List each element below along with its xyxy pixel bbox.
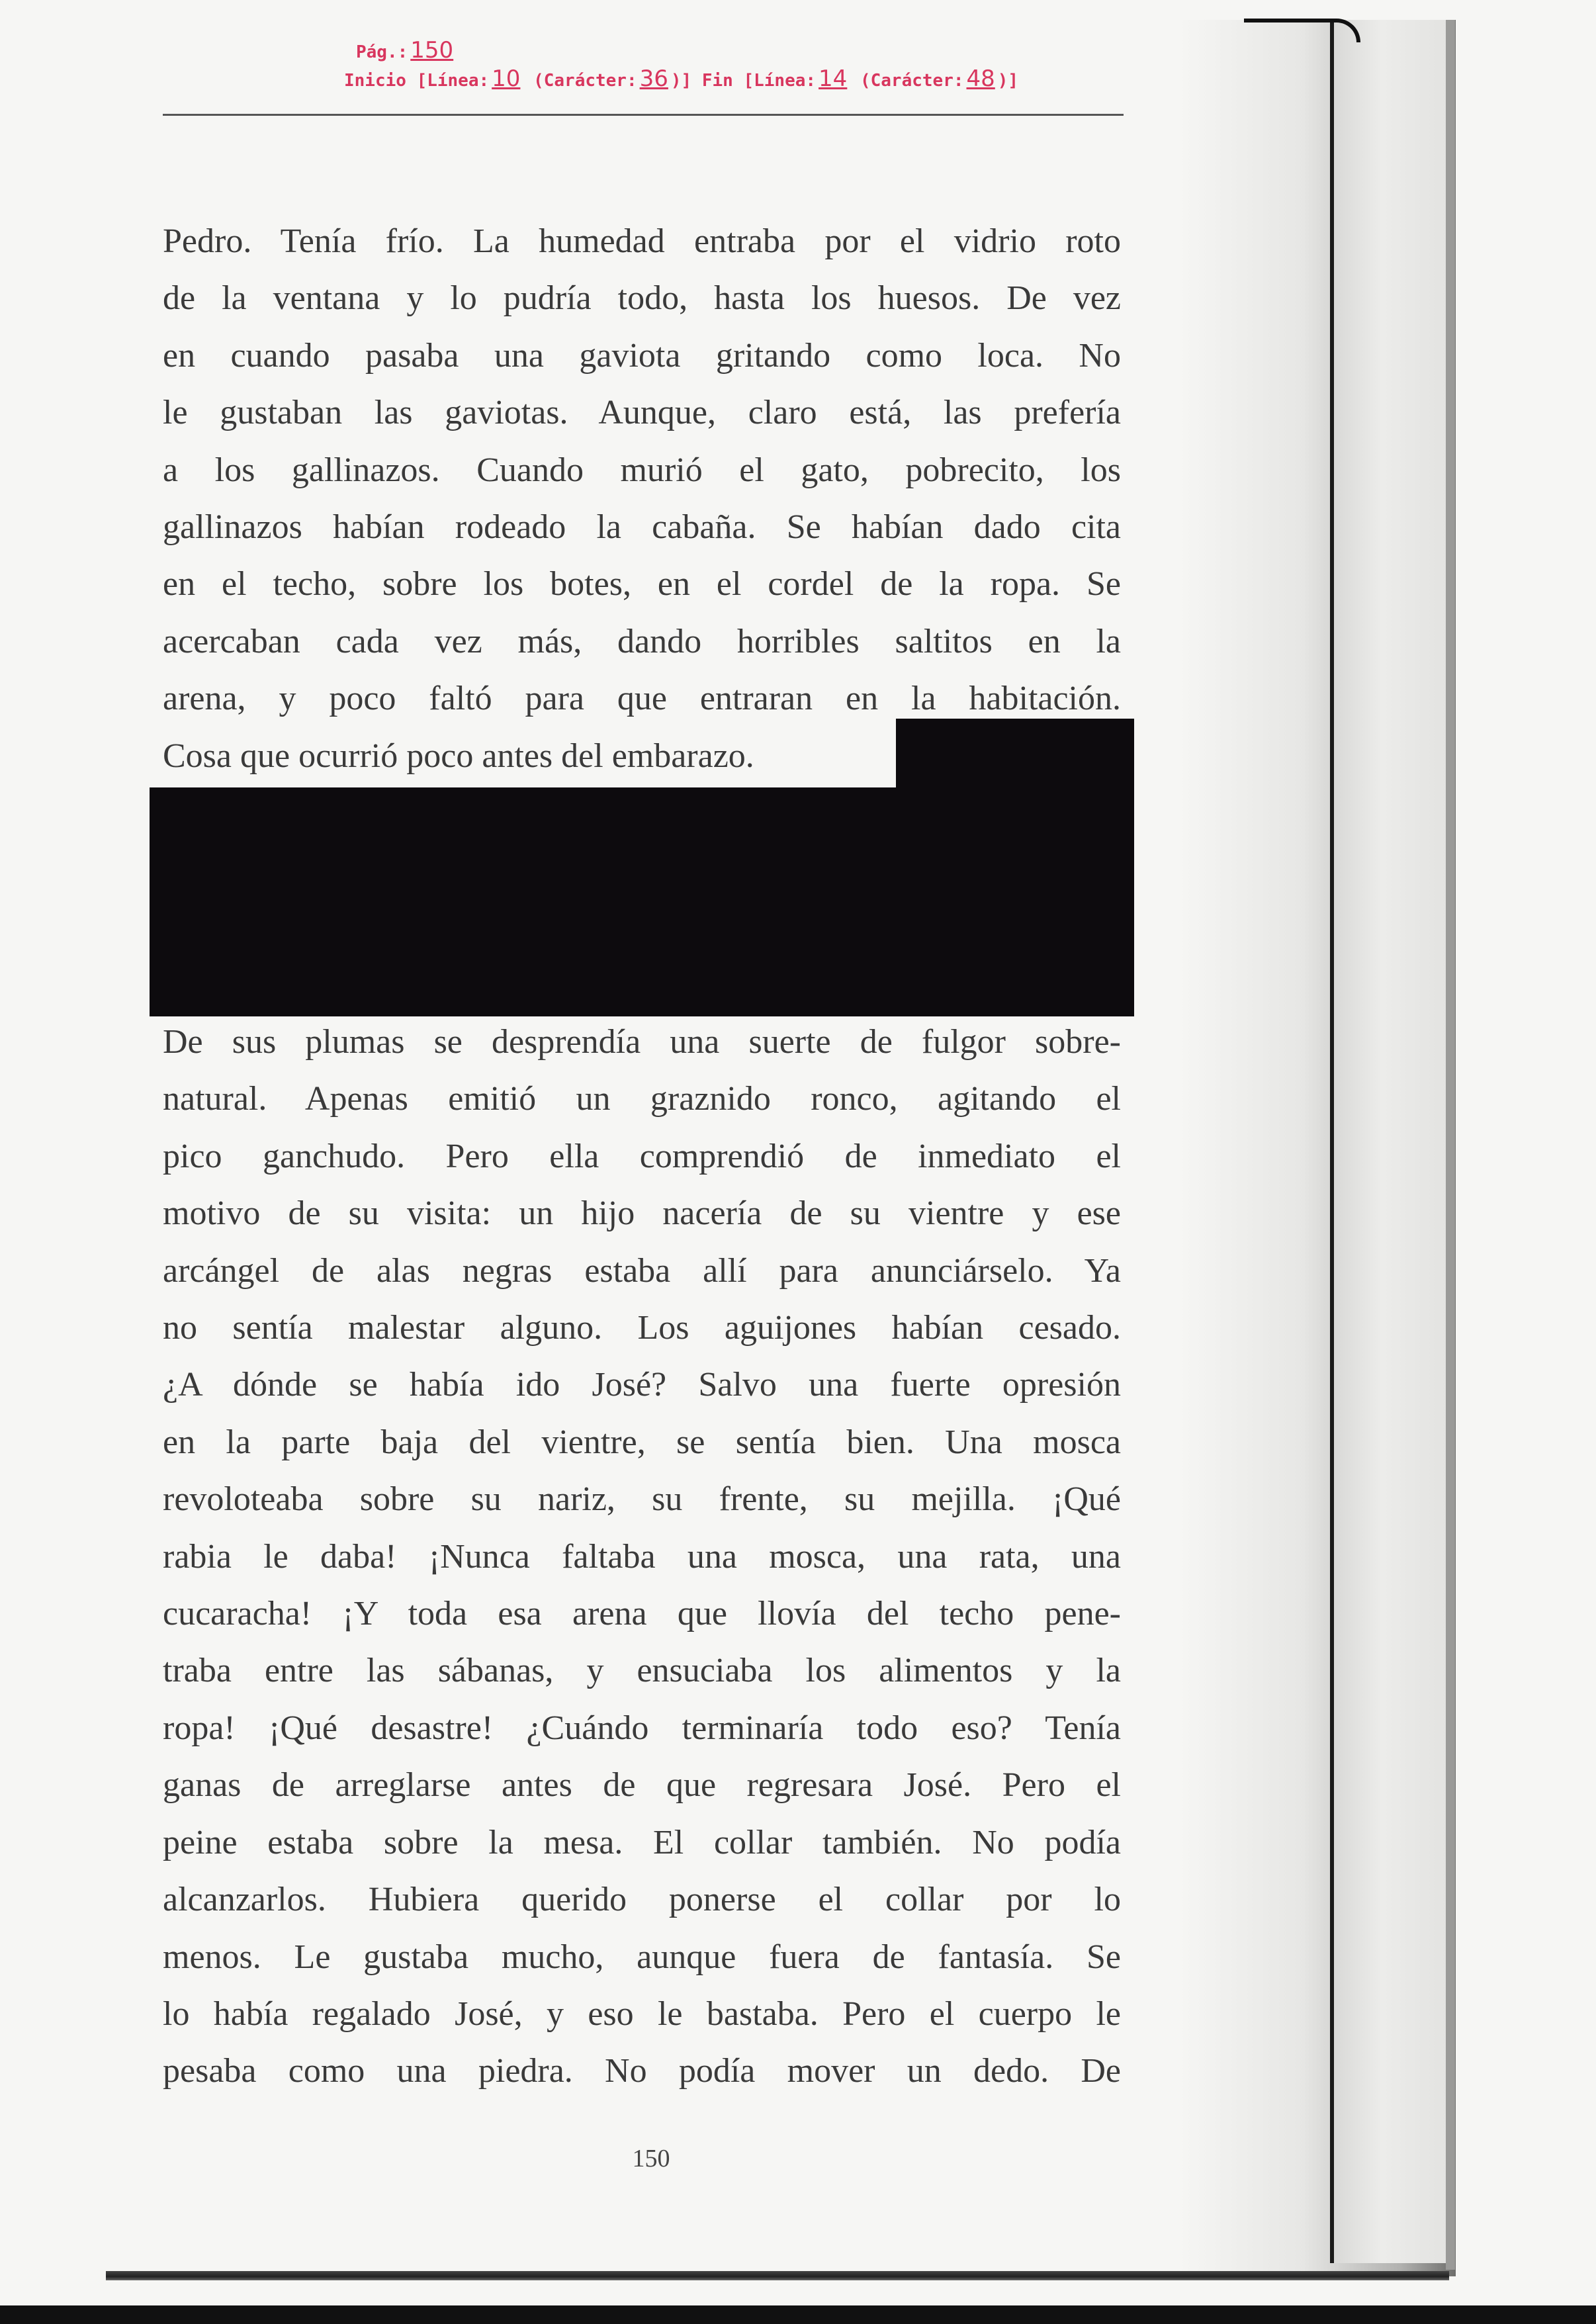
stamp-page-label: Pág.: xyxy=(356,42,408,62)
reference-stamp xyxy=(344,37,1178,94)
stamp-start-char: 36 xyxy=(639,66,668,92)
text-line: ganas de arreglarse antes de que regresara José. Pero el xyxy=(163,1766,1121,1805)
text-line: de la ventana y lo pudría todo, hasta los huesos. De vez xyxy=(163,279,1121,318)
text-line: ropa! ¡Qué desastre! ¿Cuándo terminaría todo eso? Tenía xyxy=(163,1709,1121,1747)
text-line: cucaracha! ¡Y toda esa arena que llovía del techo pene- xyxy=(163,1595,1121,1633)
stamp-char-label-2: (Carácter: xyxy=(860,71,964,91)
text-line: Pedro. Tenía frío. La humedad entraba por el vidrio roto xyxy=(163,222,1121,260)
text-line: en el techo, sobre los botes, en el cordel de la ropa. Se xyxy=(163,565,1121,603)
text-line: rabia le daba! ¡Nunca faltaba una mosca, una rata, una xyxy=(163,1537,1121,1576)
text-line: pico ganchudo. Pero ella comprendió de inmediato el xyxy=(163,1137,1121,1175)
page-stack-edge xyxy=(1446,20,1455,2270)
text-line: De sus plumas se desprendía una suerte de fulgor sobre- xyxy=(163,1023,1121,1061)
text-line: menos. Le gustaba mucho, aunque fuera de fantasía. Se xyxy=(163,1938,1121,1976)
text-line: alcanzarlos. Hubiera querido ponerse el collar por lo xyxy=(163,1881,1121,1919)
text-line: en cuando pasaba una gaviota gritando como loca. No xyxy=(163,336,1121,375)
text-line: acercaban cada vez más, dando horribles saltitos en la xyxy=(163,622,1121,660)
text-line: arena, y poco faltó para que entraran en la habitación. xyxy=(163,680,1121,718)
text-line: le gustaban las gaviotas. Aunque, claro está, las prefería xyxy=(163,394,1121,432)
text-line: ¿A dónde se había ido José? Salvo una fuerte opresión xyxy=(163,1366,1121,1404)
text-line: en la parte baja del vientre, se sentía bien. Una mosca xyxy=(163,1423,1121,1461)
stamp-start-label: Inicio [Línea: xyxy=(344,71,490,91)
text-line: motivo de su visita: un hijo nacería de su vientre y ese xyxy=(163,1194,1121,1233)
text-line: lo había regalado José, y eso le bastaba. Pero el cuerpo le xyxy=(163,1994,1121,2033)
stamp-end-label: )] Fin [Línea: xyxy=(670,71,817,91)
bottom-page-edge xyxy=(106,2271,1449,2280)
stamp-end-char: 48 xyxy=(966,66,995,92)
body-text-top xyxy=(163,213,1121,785)
text-line: no sentía malestar alguno. Los aguijones habían cesado. xyxy=(163,1309,1121,1347)
stamp-start-line: 10 xyxy=(492,66,521,92)
redaction-box xyxy=(896,719,1134,793)
text-line: traba entre las sábanas, y ensuciaba los alimentos y la xyxy=(163,1652,1121,1690)
text-line: gallinazos habían rodeado la cabaña. Se habían dado cita xyxy=(163,508,1121,547)
text-line: Cosa que ocurrió poco antes del embarazo. xyxy=(163,737,754,775)
stamp-close: )] xyxy=(997,71,1019,91)
spine-curve xyxy=(1244,19,1360,42)
stamp-end-line: 14 xyxy=(819,66,848,92)
redaction-box xyxy=(150,787,1134,1016)
stamp-page-row xyxy=(344,37,1178,66)
body-text-bottom xyxy=(163,1014,1121,2100)
facing-page-edge xyxy=(1330,20,1453,2263)
text-line: arcángel de alas negras estaba allí para anunciárselo. Ya xyxy=(163,1251,1121,1290)
scanner-bottom-border xyxy=(0,2305,1596,2324)
header-rule xyxy=(163,114,1124,116)
text-line: natural. Apenas emitió un graznido ronco, agitando el xyxy=(163,1080,1121,1118)
stamp-page-number: 150 xyxy=(410,37,454,64)
text-line: revoloteaba sobre su nariz, su frente, su mejilla. ¡Qué xyxy=(163,1480,1121,1519)
text-line: pesaba como una piedra. No podía mover un dedo. De xyxy=(163,2052,1121,2090)
text-line: a los gallinazos. Cuando murió el gato, pobrecito, los xyxy=(163,451,1121,489)
text-line: peine estaba sobre la mesa. El collar también. No podía xyxy=(163,1823,1121,1861)
stamp-char-label-1: (Carácter: xyxy=(533,71,637,91)
page-number: 150 xyxy=(632,2145,670,2172)
stamp-range-row xyxy=(344,66,1178,94)
